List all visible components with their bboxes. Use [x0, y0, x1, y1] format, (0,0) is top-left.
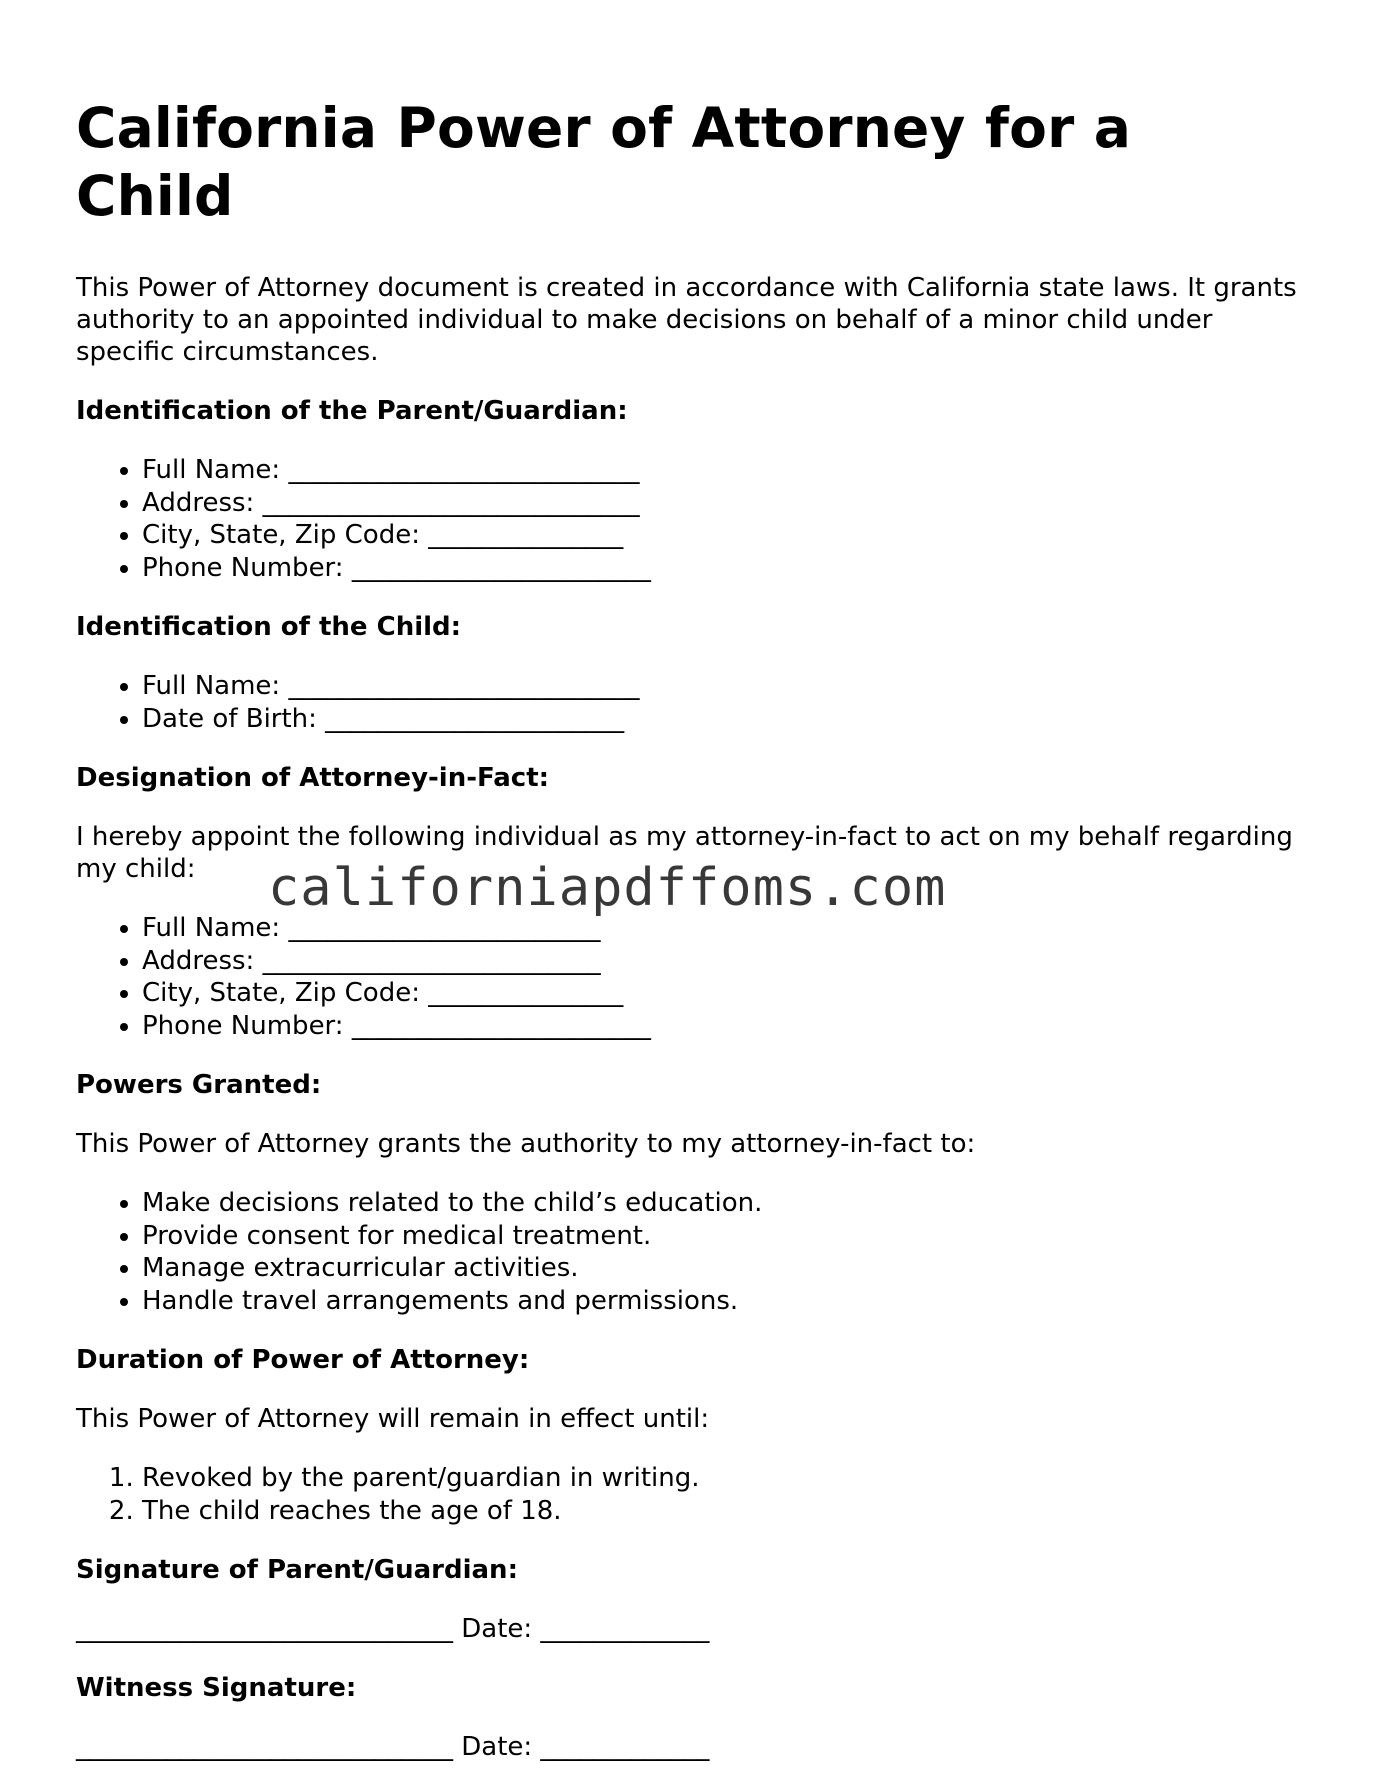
witness-signature-line: _____________________________ Date: _____________	[76, 1732, 710, 1762]
witness-signature-heading: Witness Signature:	[76, 1673, 357, 1703]
document-page	[76, 94, 1306, 1790]
parent-signature-line: _____________________________ Date: _____________	[76, 1614, 710, 1644]
power-item: • Make decisions related to the child’s education.	[142, 1187, 1306, 1220]
parent-address-field: • Address: _____________________________	[142, 487, 1306, 520]
attorney-address-field: • Address: __________________________	[142, 945, 1306, 978]
child-dob-field: • Date of Birth: _______________________	[142, 703, 1306, 736]
child-section-heading: Identification of the Child:	[76, 612, 462, 642]
power-item: • Handle travel arrangements and permissions.	[142, 1285, 1306, 1318]
duration-intro-text: This Power of Attorney will remain in effect until:	[76, 1404, 710, 1434]
attorney-phone-field: • Phone Number: _______________________	[142, 1010, 1306, 1043]
duration-item: 2. The child reaches the age of 18.	[142, 1495, 1306, 1528]
parent-signature-heading: Signature of Parent/Guardian:	[76, 1555, 518, 1585]
duration-section-heading: Duration of Power of Attorney:	[76, 1345, 530, 1375]
duration-item: 1. Revoked by the parent/guardian in writing.	[142, 1462, 1306, 1495]
powers-list	[76, 1187, 1306, 1317]
parent-section-heading: Identification of the Parent/Guardian:	[76, 396, 628, 426]
watermark-text: californiapdffoms.com	[268, 858, 947, 918]
attorney-appointment-text: I hereby appoint the following individual as my attorney-in-fact to act on my behalf regarding my child:	[76, 822, 1293, 884]
power-item: • Manage extracurricular activities.	[142, 1252, 1306, 1285]
parent-phone-field: • Phone Number: _______________________	[142, 552, 1306, 585]
powers-intro-text: This Power of Attorney grants the authority to my attorney-in-fact to:	[76, 1129, 976, 1159]
parent-fields-list	[76, 454, 1306, 584]
attorney-full-name-field: • Full Name: ________________________	[142, 912, 1306, 945]
power-item: • Provide consent for medical treatment.	[142, 1220, 1306, 1253]
duration-list	[76, 1462, 1306, 1527]
attorney-fields-list	[76, 912, 1306, 1042]
document-title: California Power of Attorney for a Child	[76, 96, 1132, 228]
child-full-name-field: • Full Name: ___________________________	[142, 670, 1306, 703]
attorney-section-heading: Designation of Attorney-in-Fact:	[76, 763, 550, 793]
powers-section-heading: Powers Granted:	[76, 1070, 322, 1100]
attorney-city-state-zip-field: • City, State, Zip Code: _______________	[142, 977, 1306, 1010]
child-fields-list	[76, 670, 1306, 735]
intro-paragraph: This Power of Attorney document is created in accordance with California state laws. It grants authority to an appointed individual to make decisions on behalf of a minor child under specific circumstances.	[76, 273, 1297, 367]
parent-city-state-zip-field: • City, State, Zip Code: _______________	[142, 519, 1306, 552]
parent-full-name-field: • Full Name: ___________________________	[142, 454, 1306, 487]
